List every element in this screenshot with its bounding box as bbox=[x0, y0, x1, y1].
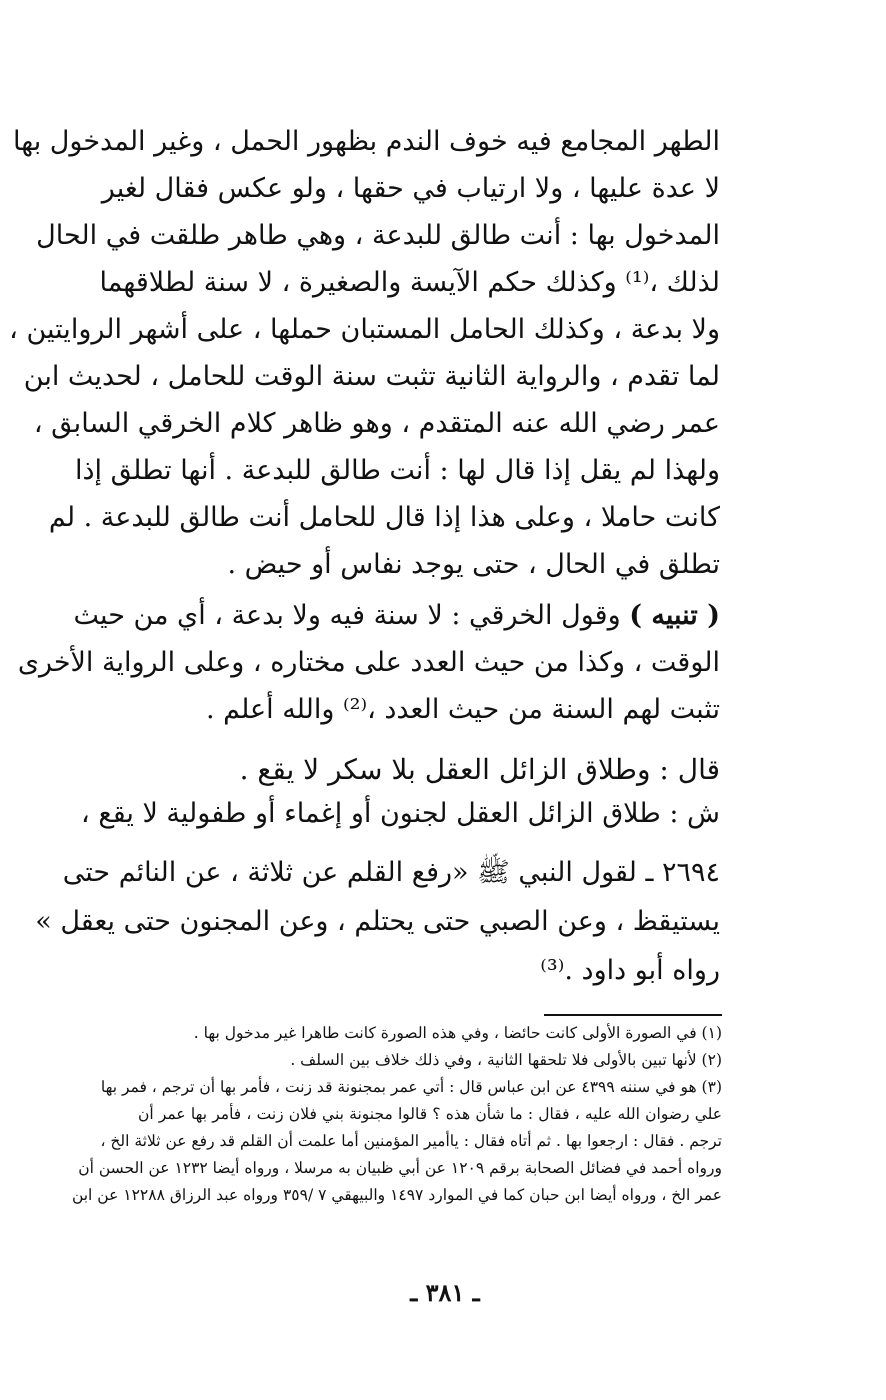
footnote: (٣) هو في سننه ٤٣٩٩ عن ابن عباس قال : أتي عمر بمجنونة قد زنت ، فأمر بها أن ترجم ، فمر بها bbox=[100, 1078, 722, 1096]
text-line: كانت حاملا ، وعلى هذا إذا قال للحامل أنت طالق للبدعة . لم bbox=[48, 502, 720, 533]
footnote: (١) في الصورة الأولى كانت حائضا ، وفي هذه الصورة كانت طاهرا غير مدخول بها . bbox=[193, 1024, 722, 1042]
tanbih-text: وقول الخرقي : لا سنة فيه ولا بدعة ، أي من حيث bbox=[73, 600, 630, 631]
text-line: ولهذا لم يقل إذا قال لها : أنت طالق للبدعة . أنها تطلق إذا bbox=[74, 455, 720, 486]
page-number: ـ ٣٨١ ـ bbox=[410, 1278, 480, 1307]
matn-line bbox=[138, 748, 720, 792]
sharh-line bbox=[81, 792, 720, 836]
footnote-continuation: ورواه أحمد في فضائل الصحابة برقم ١٢٠٩ عن أبي ظبيان به مرسلا ، ورواه أيضا ١٢٣٢ عن الحسن أن bbox=[78, 1159, 722, 1177]
text-line: تطلق في الحال ، حتى يوجد نفاس أو حيض . bbox=[227, 549, 720, 580]
tanbih-paragraph bbox=[17, 592, 720, 733]
text-line: المدخول بها : أنت طالق للبدعة ، وهي طاهر طلقت في الحال bbox=[36, 220, 720, 251]
text-line: لما تقدم ، والرواية الثانية تثبت سنة الوقت للحامل ، لحديث ابن bbox=[23, 361, 720, 392]
text-line: ولا بدعة ، وكذلك الحامل المستبان حملها ، على أشهر الروايتين ، bbox=[9, 314, 720, 345]
footnote: (٢) لأنها تبين بالأولى فلا تلحقها الثانية ، وفي ذلك خلاف بين السلف . bbox=[290, 1051, 722, 1069]
text-line: رواه أبو داود .⁽³⁾ bbox=[540, 955, 720, 986]
main-paragraph bbox=[9, 118, 720, 588]
text-line: ٢٦٩٤ ـ لقول النبي ﷺ «رفع القلم عن ثلاثة ، عن النائم حتى bbox=[62, 857, 720, 888]
text-line: عمر رضي الله عنه المتقدم ، وهو ظاهر كلام الخرقي السابق ، bbox=[33, 408, 720, 439]
text-line: لذلك ،⁽¹⁾ وكذلك حكم الآيسة والصغيرة ، لا سنة لطلاقهما bbox=[99, 267, 720, 298]
text-line: الطهر المجامع فيه خوف الندم بظهور الحمل ، وغير المدخول بها bbox=[13, 126, 720, 157]
footnote-continuation: ترجم . فقال : ارجعوا بها . ثم أتاه فقال : ياأمير المؤمنين أما علمت أن القلم قد رفع عن ثلاثة الخ ، bbox=[100, 1132, 722, 1150]
footnote-separator bbox=[544, 1014, 722, 1016]
text-line: يستيقظ ، وعن الصبي حتى يحتلم ، وعن المجنون حتى يعقل » bbox=[35, 906, 720, 937]
sharh-text: ش : طلاق الزائل العقل لجنون أو إغماء أو طفولية لا يقع ، bbox=[81, 798, 720, 829]
qal-text: قال : وطلاق الزائل العقل بلا سكر لا يقع . bbox=[239, 753, 720, 786]
text-line: الوقت ، وكذا من حيث العدد على مختاره ، وعلى الرواية الأخرى bbox=[17, 647, 720, 678]
footnotes bbox=[71, 1020, 722, 1209]
text-line: تثبت لهم السنة من حيث العدد ،⁽²⁾ والله أعلم . bbox=[205, 694, 720, 725]
text-line: لا عدة عليها ، ولا ارتياب في حقها ، ولو عكس فقال لغير bbox=[101, 173, 720, 204]
footnote-continuation: علي رضوان الله عليه ، فقال : ما شأن هذه ؟ قالوا مجنونة بني فلان زنت ، فأمر بها عمر أن bbox=[138, 1105, 722, 1123]
footnote-continuation: عمر الخ ، ورواه أيضا ابن حبان كما في الموارد ١٤٩٧ والبيهقي ٧ /٣٥٩ ورواه عبد الرزاق ١٢٢٨٨ عن ابن bbox=[71, 1186, 722, 1204]
tanbih-label: ( تنبيه ) bbox=[629, 600, 720, 631]
text-line bbox=[73, 592, 720, 639]
hadith-paragraph bbox=[35, 848, 720, 995]
